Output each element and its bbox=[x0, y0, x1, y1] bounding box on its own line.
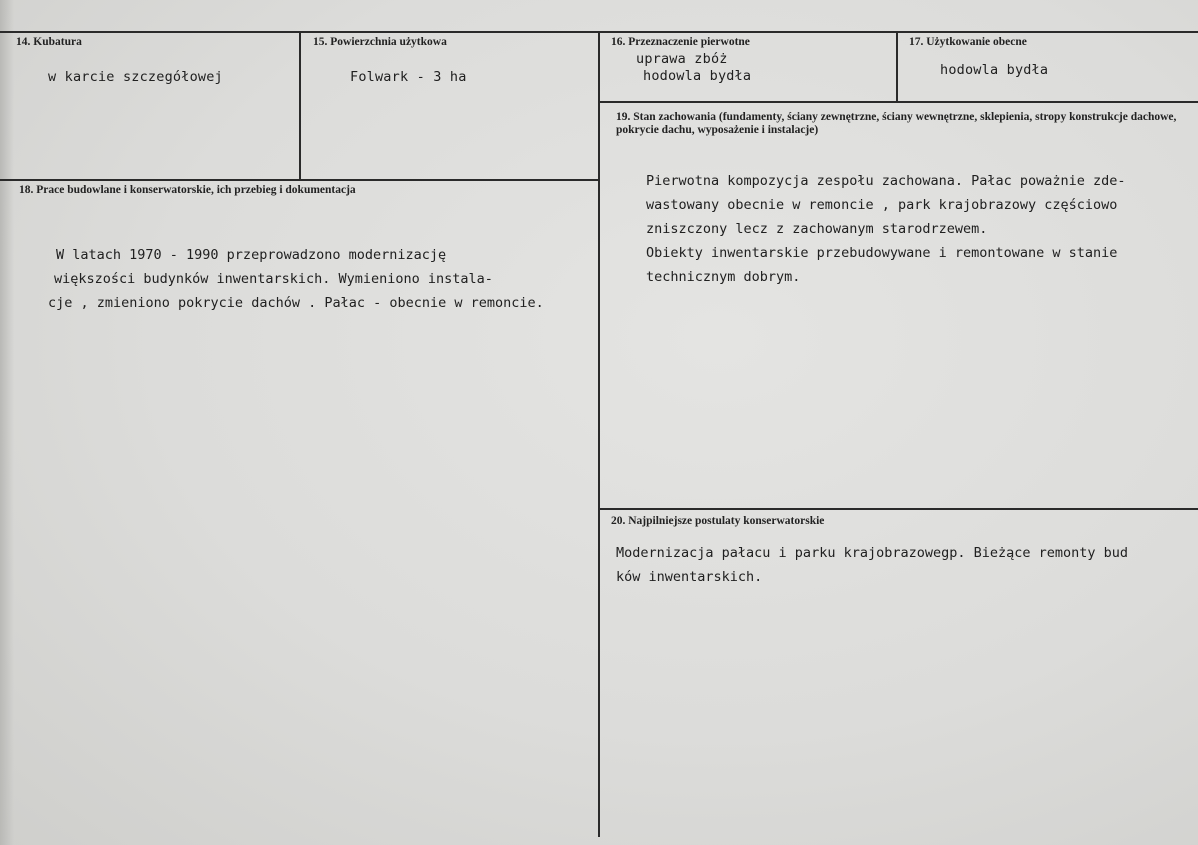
scan-edge-shadow bbox=[0, 0, 14, 845]
field-17-value: hodowla bydła bbox=[940, 62, 1049, 78]
field-19-line: technicznym dobrym. bbox=[646, 269, 801, 285]
field-19-line: Obiekty inwentarskie przebudowywane i remontowane w stanie bbox=[646, 245, 1118, 261]
rule-below-14-15 bbox=[0, 179, 600, 181]
field-14-value: w karcie szczegółowej bbox=[48, 69, 223, 85]
field-16-line-2: hodowla bydła bbox=[643, 68, 752, 84]
field-16-label: 16. Przeznaczenie pierwotne bbox=[611, 36, 750, 48]
field-18-text bbox=[40, 243, 544, 315]
rule-below-16-17 bbox=[598, 101, 1198, 103]
field-18-line: W latach 1970 - 1990 przeprowadzono modernizację bbox=[56, 247, 447, 263]
field-14-label: 14. Kubatura bbox=[16, 36, 82, 48]
field-19-line: zniszczony lecz z zachowanym starodrzewem. bbox=[646, 221, 988, 237]
field-20-text bbox=[616, 541, 1128, 589]
field-15-label: 15. Powierzchnia użytkowa bbox=[313, 36, 447, 48]
field-15-value: Folwark - 3 ha bbox=[350, 69, 467, 85]
field-19-text bbox=[646, 169, 1126, 289]
divider-center bbox=[598, 31, 600, 837]
field-20-label: 20. Najpilniejsze postulaty konserwatorskie bbox=[611, 515, 825, 527]
field-17-label: 17. Użytkowanie obecne bbox=[909, 36, 1027, 48]
field-18-line: większości budynków inwentarskich. Wymieniono instala- bbox=[54, 271, 493, 287]
divider-14-15 bbox=[299, 31, 301, 179]
rule-above-20 bbox=[598, 508, 1198, 510]
field-20-line: ków inwentarskich. bbox=[616, 569, 763, 585]
field-19-label: 19. Stan zachowania (fundamenty, ściany zewnętrzne, ściany wewnętrzne, sklepienia, stropy konstrukcje dachowe, pokrycie dachu, wyposażenie i instalacje) bbox=[616, 111, 1177, 136]
field-19-line: wastowany obecnie w remoncie , park krajobrazowy częściowo bbox=[646, 197, 1118, 213]
field-18-line: cje , zmieniono pokrycie dachów . Pałac - obecnie w remoncie. bbox=[48, 295, 544, 311]
field-18-label: 18. Prace budowlane i konserwatorskie, ich przebieg i dokumentacja bbox=[19, 184, 356, 196]
field-20-line: Modernizacja pałacu i parku krajobrazowegp. Bieżące remonty bud bbox=[616, 545, 1129, 561]
field-19-line: Pierwotna kompozycja zespołu zachowana. Pałac poważnie zde- bbox=[646, 173, 1126, 189]
field-16-line-1: uprawa zbóż bbox=[636, 51, 728, 67]
divider-16-17 bbox=[896, 31, 898, 101]
